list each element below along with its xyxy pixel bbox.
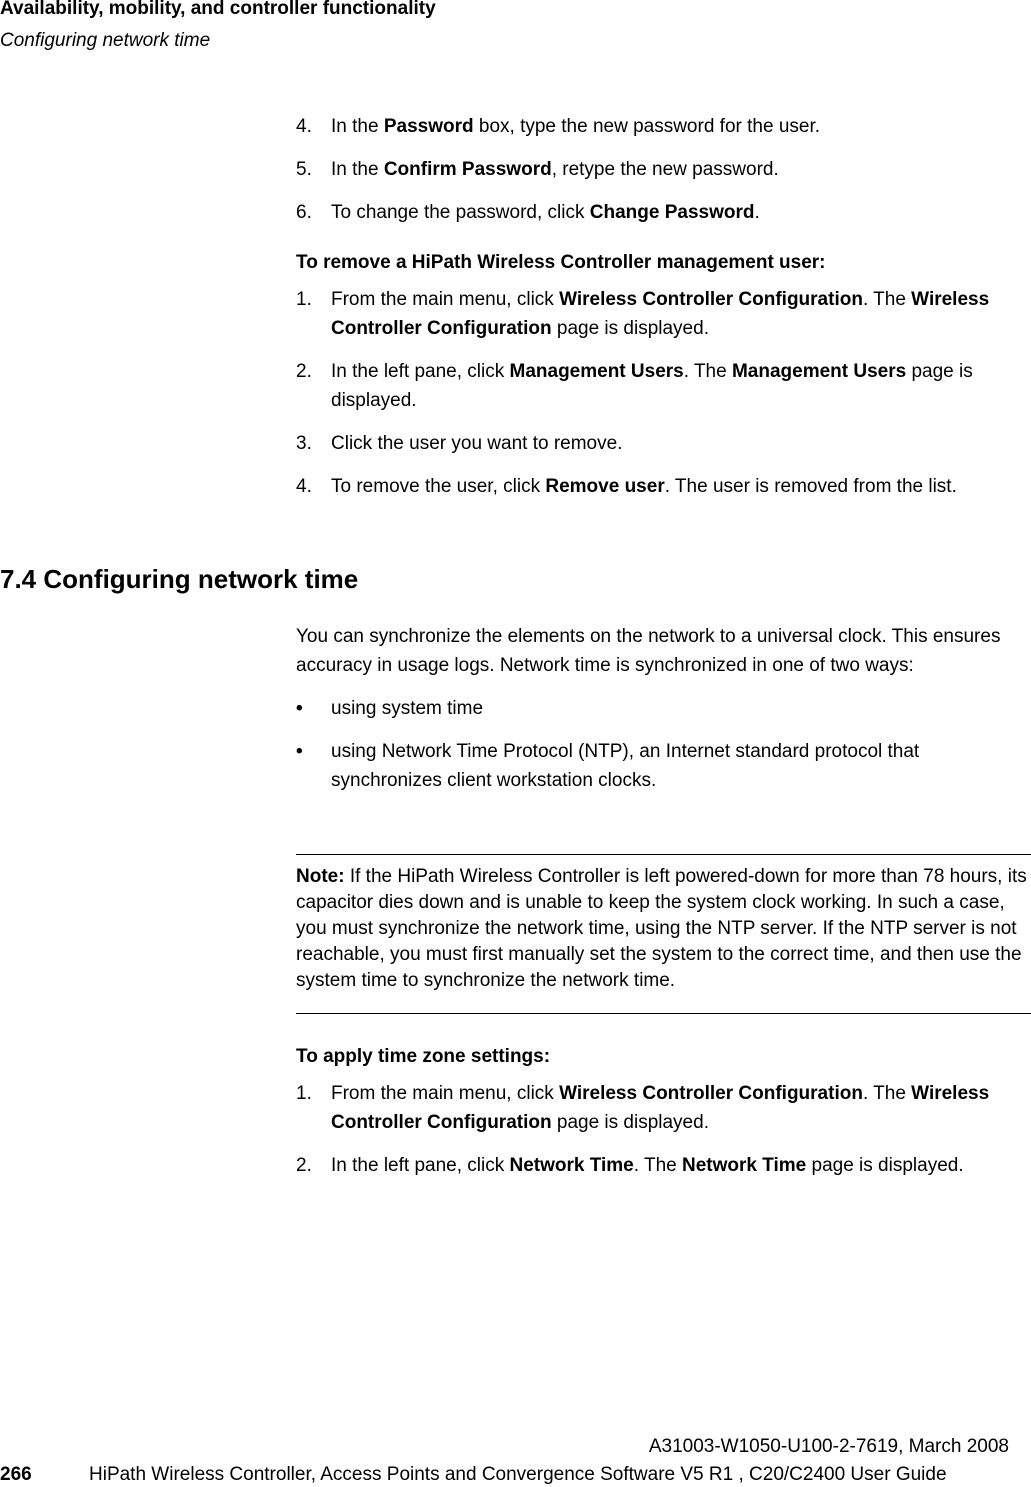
ui-label: Management Users — [731, 361, 907, 382]
ui-label: Wireless Controller Configuration — [559, 1083, 863, 1104]
ui-label: Password — [383, 116, 474, 137]
step-number: 3. — [296, 433, 312, 454]
bullet-text: using system time — [331, 698, 484, 719]
intro-paragraph: You can synchronize the elements on the network to a universal clock. This ensures accuracy in usage logs. Network time is synchronized in one of two ways: — [296, 626, 1001, 676]
step-text: . The user is removed from the list. — [664, 476, 957, 497]
step-text: To remove the user, click — [331, 476, 546, 497]
note-bottom-rule — [296, 1013, 1031, 1014]
ui-label: Management Users — [509, 361, 684, 382]
list-item — [296, 429, 1031, 458]
list-item — [296, 1079, 1031, 1137]
step-text: page is displayed. — [551, 1112, 709, 1133]
step-text: . — [754, 202, 760, 223]
ui-label: Network Time — [681, 1155, 807, 1176]
ui-label: Remove user — [545, 476, 665, 497]
procedure-title: To remove a HiPath Wireless Controller management user: — [296, 252, 826, 273]
list-item — [296, 155, 1031, 184]
list-item — [296, 357, 1031, 415]
ui-label: Wireless Controller Configuration — [331, 289, 990, 339]
step-text: page is displayed. — [551, 318, 709, 339]
step-text: . The — [862, 1083, 912, 1104]
list-item — [296, 112, 1031, 141]
page-number: 266 — [0, 1464, 32, 1485]
document-code: A31003-W1050-U100-2-7619, March 2008 — [648, 1436, 1009, 1457]
ui-label: Confirm Password — [383, 159, 552, 180]
step-number: 4. — [296, 476, 312, 497]
section-heading: 7.4 Configuring network time — [0, 564, 359, 594]
book-title: HiPath Wireless Controller, Access Points and Convergence Software V5 R1 , C20/C2400 User Guide — [89, 1464, 947, 1485]
section-subtitle: Configuring network time — [0, 30, 211, 51]
step-text: . The — [633, 1155, 682, 1176]
note-text: If the HiPath Wireless Controller is left powered-down for more than 78 hours, its capacitor dies down and is unable to keep the system clock working. In such a case, you must synchronize the network time, using the NTP server. If the NTP server is not reachable, you must first manually set the system to the correct time, and then use the system time to synchronize the network time. — [296, 866, 1027, 991]
list-item — [296, 737, 1031, 795]
bullet-icon: • — [296, 741, 303, 762]
ui-label: Change Password — [589, 202, 755, 223]
chapter-title: Availability, mobility, and controller functionality — [0, 0, 436, 19]
step-text: , retype the new password. — [551, 159, 779, 180]
step-text: . The — [683, 361, 732, 382]
step-number: 1. — [296, 1083, 312, 1104]
note-top-rule — [296, 854, 1031, 855]
step-text: To change the password, click — [331, 202, 590, 223]
remove-user-procedure — [296, 248, 1031, 501]
list-item — [296, 198, 1031, 227]
step-number: 5. — [296, 159, 312, 180]
ui-label: Wireless Controller Configuration — [559, 289, 863, 310]
step-text: In the — [331, 159, 384, 180]
step-text: From the main menu, click — [331, 289, 560, 310]
step-text: From the main menu, click — [331, 1083, 560, 1104]
list-item — [296, 285, 1031, 343]
step-number: 2. — [296, 1155, 312, 1176]
list-item — [296, 694, 1031, 723]
step-text: In the left pane, click — [331, 1155, 510, 1176]
step-number: 1. — [296, 289, 312, 310]
section-intro — [296, 622, 1031, 795]
ui-label: Network Time — [509, 1155, 634, 1176]
step-number: 6. — [296, 202, 312, 223]
step-text: In the — [331, 116, 384, 137]
note-label: Note: — [296, 866, 345, 887]
step-text: page is displayed. — [806, 1155, 964, 1176]
step-number: 2. — [296, 361, 312, 382]
list-item — [296, 472, 1031, 501]
step-text: In the left pane, click — [331, 361, 510, 382]
bullet-icon: • — [296, 698, 303, 719]
bullet-text: using Network Time Protocol (NTP), an Internet standard protocol that synchronizes client workstation clocks. — [331, 741, 920, 791]
list-item — [296, 1151, 1031, 1180]
procedure-title: To apply time zone settings: — [296, 1046, 551, 1067]
ui-label: Wireless Controller Configuration — [331, 1083, 990, 1133]
step-text: . The — [862, 289, 912, 310]
step-number: 4. — [296, 116, 312, 137]
step-text: page is displayed. — [331, 361, 973, 411]
change-password-steps — [296, 112, 1031, 227]
note-box — [296, 864, 1031, 994]
step-text: Click the user you want to remove. — [331, 433, 623, 454]
step-text: box, type the new password for the user. — [473, 116, 821, 137]
time-zone-procedure — [296, 1042, 1031, 1180]
